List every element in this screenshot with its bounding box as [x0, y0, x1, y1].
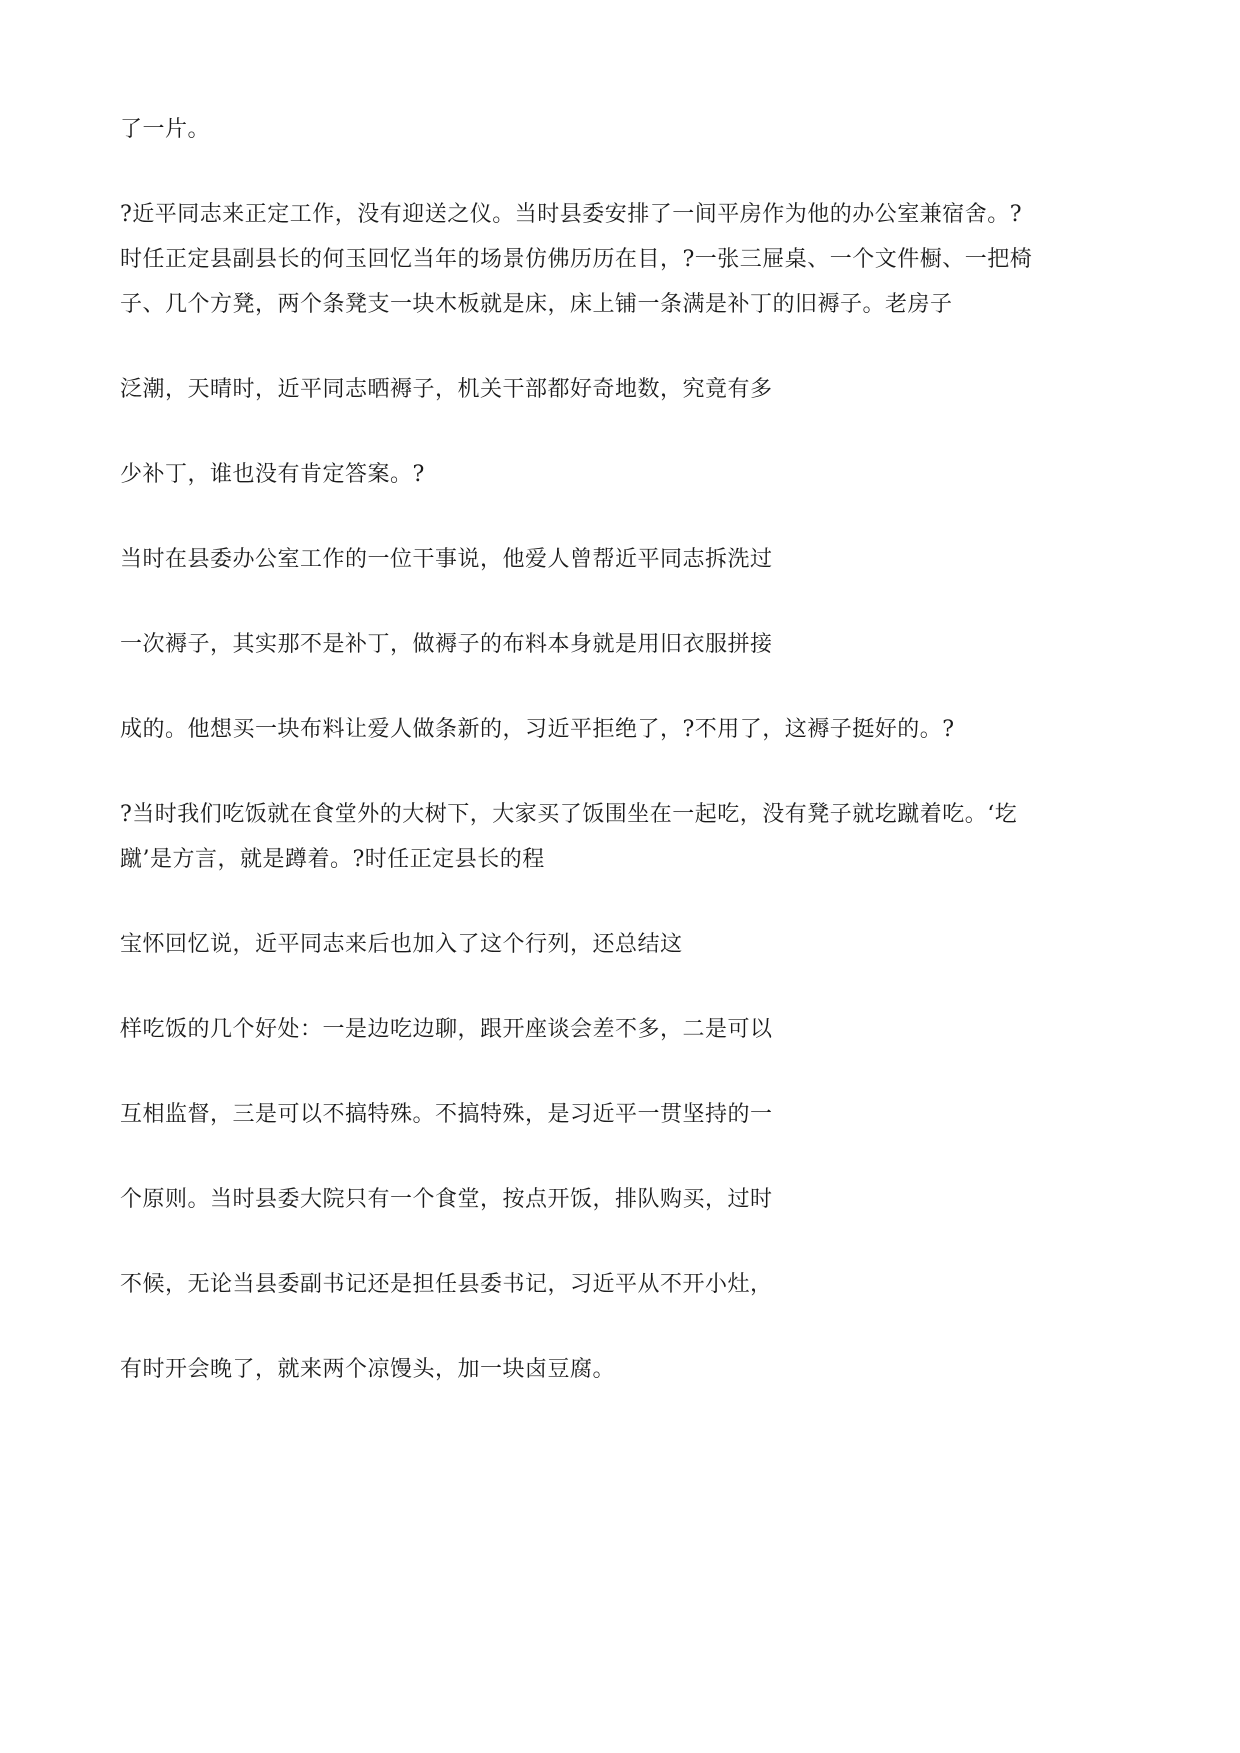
- text-line: 一次褥子，其实那不是补丁，做褥子的布料本身就是用旧衣服拼接: [120, 632, 773, 657]
- text-line: 少补丁，谁也没有肯定答案。?: [120, 462, 425, 487]
- text-line: 当时在县委办公室工作的一位干事说，他爱人曾帮近平同志拆洗过: [120, 547, 773, 572]
- text-line: 样吃饭的几个好处：一是边吃边聊，跟开座谈会差不多，二是可以: [120, 1017, 773, 1042]
- text-line: 不候，无论当县委副书记还是担任县委书记，习近平从不开小灶，: [120, 1272, 773, 1297]
- text-line: 蹴’是方言，就是蹲着。?时任正定县长的程: [120, 847, 545, 872]
- text-line: 个原则。当时县委大院只有一个食堂，按点开饭，排队购买，过时: [120, 1187, 773, 1212]
- text-line: ?当时我们吃饭就在食堂外的大树下，大家买了饭围坐在一起吃，没有凳子就圪蹴着吃。‘圪: [120, 802, 1018, 827]
- text-line: 泛潮，天晴时，近平同志晒褥子，机关干部都好奇地数，究竟有多: [120, 377, 773, 402]
- text-line: 宝怀回忆说，近平同志来后也加入了这个行列，还总结这: [120, 932, 683, 957]
- text-line: 互相监督，三是可以不搞特殊。不搞特殊，是习近平一贯坚持的一: [120, 1102, 773, 1127]
- text-line: 有时开会晚了，就来两个凉馒头，加一块卤豆腐。: [120, 1357, 616, 1382]
- text-line: 时任正定县副县长的何玉回忆当年的场景仿佛历历在目，?一张三屉桌、一个文件橱、一把椅: [120, 247, 1033, 272]
- text-line: 了一片。: [120, 117, 211, 142]
- text-line: ?近平同志来正定工作，没有迎送之仪。当时县委安排了一间平房作为他的办公室兼宿舍。?: [120, 202, 1023, 227]
- text-line: 成的。他想买一块布料让爱人做条新的，习近平拒绝了，?不用了，这褥子挺好的。?: [120, 717, 955, 742]
- text-line: 子、几个方凳，两个条凳支一块木板就是床，床上铺一条满是补丁的旧褥子。老房子: [120, 292, 953, 317]
